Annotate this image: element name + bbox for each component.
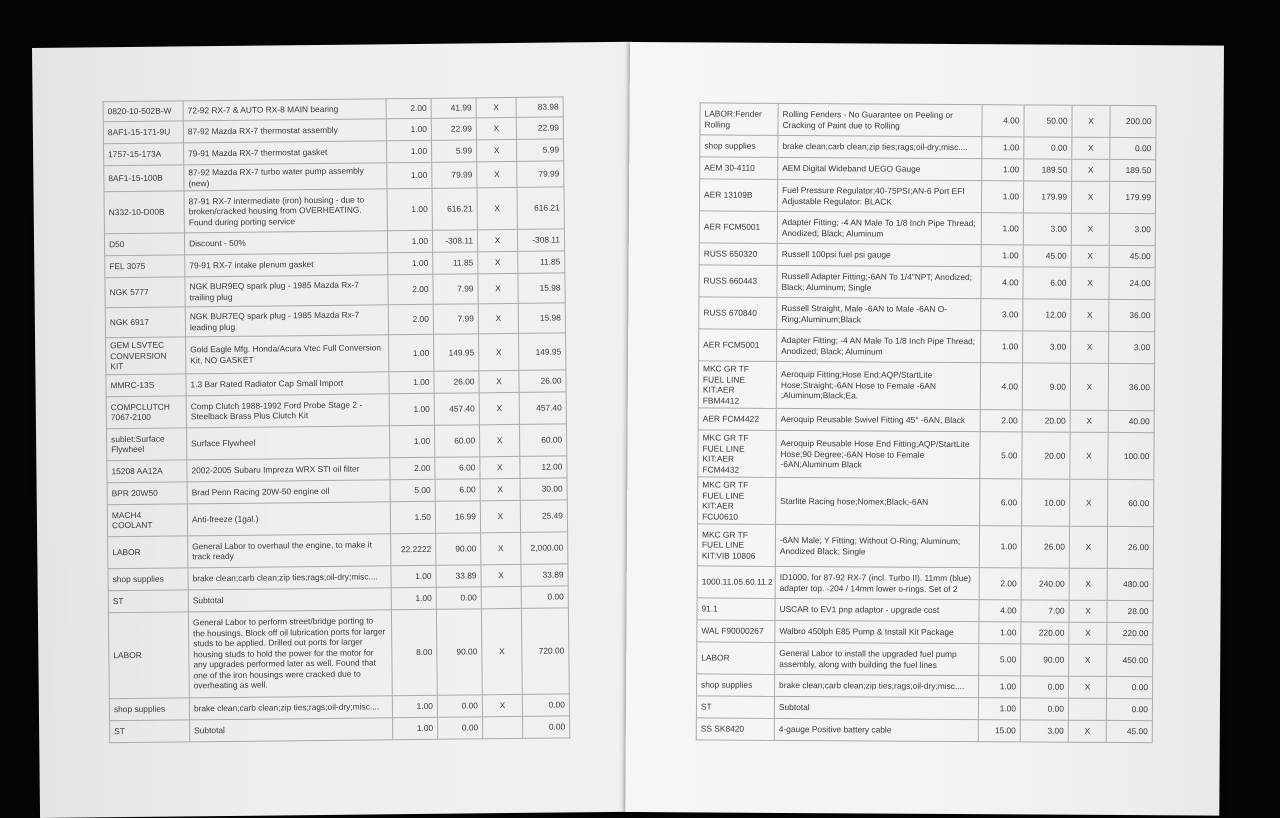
part-number-cell: ST [696, 696, 774, 718]
line-total-cell: 480.00 [1107, 568, 1153, 600]
description-cell: Adapter Fitting; -4 AN Male To 1/8 Inch Pipe Thread; Anodized; Black; Aluminum [777, 329, 981, 362]
unit-price-cell: 20.00 [1022, 432, 1070, 479]
part-number-cell: GEM LSVTEC CONVERSION KIT [106, 337, 186, 374]
quantity-cell: 1.00 [391, 587, 436, 609]
description-cell: brake clean;carb clean;zip ties;rags;oil-dry;misc.... [775, 674, 979, 697]
line-item-row [697, 674, 1153, 699]
line-total-cell: 36.00 [1109, 299, 1155, 331]
quantity-cell: 15.00 [978, 720, 1020, 742]
line-total-cell: 11.85 [518, 251, 565, 273]
line-item-row [106, 333, 566, 374]
line-total-cell: 36.00 [1108, 363, 1154, 410]
line-item-row [698, 477, 1154, 527]
taxable-mark-cell: X [479, 424, 519, 456]
invoice-page-right [625, 42, 1224, 816]
part-number-cell: SS SK8420 [696, 718, 774, 740]
line-total-cell: 15.98 [518, 273, 565, 303]
part-number-cell: 8AF1-15-171-9U [103, 121, 183, 144]
unit-price-cell: 45.00 [1023, 245, 1071, 267]
quantity-cell: 8.00 [391, 609, 437, 695]
line-item-row [697, 642, 1153, 677]
quantity-cell: 2.00 [979, 568, 1021, 600]
line-total-cell: 220.00 [1107, 622, 1153, 644]
taxable-mark-cell: X [1068, 720, 1106, 742]
taxable-mark-cell: X [476, 139, 516, 161]
part-number-cell: MACH4 COOLANT [107, 503, 187, 536]
unit-price-cell: 11.85 [433, 252, 478, 274]
line-total-cell: 450.00 [1107, 644, 1153, 676]
taxable-mark-cell: X [1071, 245, 1109, 267]
quantity-cell: 4.00 [982, 105, 1024, 137]
unit-price-cell: 3.00 [1023, 331, 1071, 363]
line-item-row [106, 423, 566, 460]
unit-price-cell: 6.00 [435, 478, 480, 500]
part-number-cell: D50 [104, 233, 184, 256]
taxable-mark-cell: X [1068, 676, 1106, 698]
taxable-mark-cell: X [1072, 159, 1110, 181]
unit-price-cell: 41.99 [431, 98, 476, 118]
part-number-cell: sublet:Surface Flywheel [106, 427, 186, 460]
unit-price-cell: 7.99 [433, 274, 478, 304]
quantity-cell: 2.00 [980, 410, 1022, 432]
description-cell: 2002-2005 Subaru Impreza WRX STI oil filter [187, 457, 390, 481]
description-cell: General Labor to install the upgraded fuel pump assembly, along with building the fuel lines [775, 642, 979, 675]
part-number-cell: RUSS 650320 [699, 243, 777, 265]
taxable-mark-cell: X [1069, 600, 1107, 622]
line-item-row [698, 408, 1154, 433]
taxable-mark-cell [481, 586, 521, 608]
description-cell: brake clean;carb clean;zip ties;rags;oil-dry;misc.... [188, 565, 391, 589]
line-total-cell: 200.00 [1110, 105, 1156, 137]
part-number-cell: 91.1 [697, 598, 775, 620]
quantity-cell: 1.00 [391, 565, 436, 587]
quantity-cell: 1.50 [390, 501, 435, 533]
taxable-mark-cell: X [479, 333, 519, 370]
description-cell: Russell 100psi fuel psi gauge [777, 243, 981, 266]
taxable-mark-cell: X [1069, 644, 1107, 676]
line-total-cell: 22.99 [516, 117, 563, 139]
line-item-row [106, 391, 566, 428]
quantity-cell: 1.00 [981, 213, 1023, 245]
unit-price-cell: 50.00 [1024, 105, 1072, 137]
line-total-cell: 0.00 [1106, 698, 1152, 720]
unit-price-cell: 16.99 [435, 500, 480, 532]
invoice-table-right [696, 102, 1157, 743]
quantity-cell: 6.00 [980, 479, 1022, 526]
quantity-cell: 4.00 [981, 267, 1023, 299]
unit-price-cell: 12.00 [1023, 299, 1071, 331]
line-item-row [699, 179, 1155, 214]
unit-price-cell: 149.95 [434, 334, 479, 371]
line-total-cell: 25.49 [520, 499, 567, 531]
description-cell: Discount - 50% [184, 231, 387, 255]
taxable-mark-cell: X [476, 117, 516, 139]
part-number-cell: LABOR [697, 642, 775, 674]
unit-price-cell: 26.00 [434, 370, 479, 392]
part-number-cell: AER FCM4422 [698, 408, 776, 430]
taxable-mark-cell: X [479, 392, 519, 424]
quantity-cell: 5.00 [980, 432, 1022, 479]
line-total-cell: 616.21 [517, 187, 564, 229]
quantity-cell: 2.00 [388, 274, 433, 304]
unit-price-cell: 0.00 [438, 716, 483, 738]
description-cell: Starlite Racing hose;Nomex;Black;-6AN [776, 477, 980, 525]
quantity-cell: 1.00 [387, 230, 432, 252]
taxable-mark-cell: X [480, 500, 520, 532]
line-total-cell: 30.00 [520, 477, 567, 499]
line-total-cell: 60.00 [519, 423, 566, 455]
unit-price-cell: 90.00 [436, 608, 482, 694]
part-number-cell: shop supplies [697, 674, 775, 696]
unit-price-cell: 6.00 [1023, 267, 1071, 299]
quantity-cell: 1.00 [389, 425, 434, 457]
unit-price-cell: 0.00 [1024, 137, 1072, 159]
part-number-cell: AEM 30-4110 [700, 157, 778, 179]
line-total-cell: 33.89 [521, 563, 568, 585]
taxable-mark-cell: X [1069, 568, 1107, 600]
quantity-cell: 1.00 [981, 181, 1023, 213]
unit-price-cell: 220.00 [1021, 622, 1069, 644]
quantity-cell: 1.00 [393, 717, 438, 739]
unit-price-cell: 0.00 [437, 694, 482, 716]
description-cell: 87-92 Mazda RX-7 thermostat assembly [183, 119, 386, 143]
line-total-cell: 40.00 [1108, 410, 1154, 432]
line-item-row [700, 157, 1156, 182]
part-number-cell: ST [110, 719, 190, 742]
line-item-row [699, 265, 1155, 300]
quantity-cell: 5.00 [979, 644, 1021, 676]
description-cell: Russell Adapter Fitting;-6AN To 1/4"NPT; Anodized; Black; Aluminum; Single [777, 265, 981, 298]
quantity-cell: 1.00 [392, 695, 437, 717]
line-item-row [697, 620, 1153, 645]
description-cell: 72-92 RX-7 & AUTO RX-8 MAIN bearing [183, 99, 386, 121]
line-item-row [108, 607, 569, 698]
unit-price-cell: 22.99 [431, 118, 476, 140]
description-cell: 87-92 Mazda RX-7 turbo water pump assembly (new) [184, 163, 387, 191]
part-number-cell: AER 13109B [699, 179, 777, 211]
part-number-cell: shop supplies [108, 567, 188, 590]
line-total-cell: 100.00 [1108, 432, 1154, 479]
line-item-row [698, 361, 1154, 411]
quantity-cell: 4.00 [980, 363, 1022, 410]
line-item-row [107, 499, 567, 536]
taxable-mark-cell: X [1070, 432, 1108, 479]
unit-price-cell: 6.00 [435, 456, 480, 478]
quantity-cell: 1.00 [388, 252, 433, 274]
line-item-row [105, 303, 565, 338]
taxable-mark-cell: X [1071, 299, 1109, 331]
unit-price-cell: -308.11 [432, 230, 477, 252]
unit-price-cell: 7.99 [433, 304, 478, 334]
description-cell: General Labor to perform street/bridge porting to the housings. Block off oil lubrication ports for larger studs to be applied. Drilled out ports for larger housing studs to hold the power for the motor for any upgrades performed later as well. Found that one of the iron housings were cracked due to overheating as well. [188, 609, 392, 697]
line-total-cell: 79.99 [517, 161, 564, 187]
part-number-cell: shop supplies [700, 135, 778, 157]
part-number-cell: MKC GR TF FUEL LINE KIT:AER FBM4412 [698, 361, 776, 408]
invoice-page-left [32, 42, 640, 818]
description-cell: NGK BUR7EQ spark plug - 1985 Mazda Rx-7 leading plug [185, 305, 388, 337]
quantity-cell: 1.00 [981, 245, 1023, 267]
unit-price-cell: 3.00 [1023, 213, 1071, 245]
part-number-cell: COMPCLUTCH 7067-2100 [106, 395, 186, 428]
quantity-cell: 1.00 [387, 188, 432, 230]
quantity-cell: 1.00 [978, 698, 1020, 720]
description-cell: Russell Straight, Male -6AN to Male -6AN O-Ring;Aluminum;Black [777, 297, 981, 330]
description-cell: 1.3 Bar Rated Radiator Cap Small Import [186, 371, 389, 395]
line-total-cell: 3.00 [1109, 213, 1155, 245]
quantity-cell: 22.2222 [391, 533, 436, 565]
part-number-cell: 1757-15-173A [104, 143, 184, 166]
line-item-row [104, 187, 564, 234]
description-cell: 4-gauge Positive battery cable [774, 718, 978, 741]
unit-price-cell: 7.00 [1021, 600, 1069, 622]
description-cell: Subtotal [190, 717, 393, 741]
line-total-cell: 457.40 [519, 391, 566, 423]
quantity-cell: 1.00 [386, 140, 431, 162]
description-cell: Anti-freeze (1gal.) [187, 501, 390, 535]
unit-price-cell: 26.00 [1021, 526, 1069, 568]
line-total-cell: 0.00 [521, 585, 568, 607]
description-cell: Walbro 450lph E85 Pump & Install Kit Package [775, 620, 979, 643]
unit-price-cell: 0.00 [1021, 676, 1069, 698]
unit-price-cell: 189.50 [1024, 159, 1072, 181]
taxable-mark-cell: X [477, 161, 517, 187]
taxable-mark-cell: X [482, 694, 522, 716]
unit-price-cell: 20.00 [1022, 410, 1070, 432]
part-number-cell: AER FCM5001 [699, 329, 777, 361]
line-total-cell: 12.00 [520, 455, 567, 477]
line-item-row [110, 715, 570, 742]
part-number-cell: BPR 20W50 [107, 481, 187, 504]
quantity-cell: 1.00 [979, 526, 1021, 568]
taxable-mark-cell: X [481, 532, 521, 564]
description-cell: 79-91 RX-7 intake plenum gasket [185, 253, 388, 277]
description-cell: Aeroquip Fitting;Hose End;AQP/StartLite Hose;Straight;-6AN Hose to Female -6AN ;Aluminum;Black;Ea. [776, 361, 980, 409]
description-cell: 87-91 RX-7 intermediate (iron) housing - due to broken/cracked housing from OVERHEATING. Found during porting service [184, 189, 387, 233]
line-total-cell: 26.00 [1107, 526, 1153, 568]
quantity-cell: 1.00 [979, 622, 1021, 644]
description-cell: Adapter Fitting; -4 AN Male To 1/8 Inch Pipe Thread; Anodized; Black; Aluminum [777, 211, 981, 244]
part-number-cell: NGK 5777 [105, 277, 185, 308]
unit-price-cell: 240.00 [1021, 568, 1069, 600]
quantity-cell: 2.00 [386, 98, 431, 118]
taxable-mark-cell: X [1069, 526, 1107, 568]
taxable-mark-cell: X [477, 187, 517, 229]
part-number-cell: 8AF1-15-100B [104, 165, 184, 192]
invoice-table-left [103, 96, 571, 742]
unit-price-cell: 457.40 [434, 392, 479, 424]
line-item-row [699, 297, 1155, 332]
description-cell: Aeroquip Reusable Hose End Fitting;AQP/StartLite Hose;90 Degree;-6AN Hose to Female -6AN;Aluminum Black [776, 430, 980, 478]
unit-price-cell: 0.00 [436, 586, 481, 608]
taxable-mark-cell: X [481, 564, 521, 586]
line-total-cell: 15.98 [518, 303, 565, 333]
taxable-mark-cell [483, 716, 523, 738]
part-number-cell: MKC GR TF FUEL LINE KIT:AER FCU0610 [698, 477, 776, 524]
taxable-mark-cell: X [1071, 267, 1109, 299]
description-cell: AEM Digital Wideband UEGO Gauge [778, 157, 982, 180]
taxable-mark-cell: X [476, 97, 516, 117]
quantity-cell: 1.00 [981, 331, 1023, 363]
description-cell: Rolling Fenders - No Guarantee on Peeling or Cracking of Paint due to Rolling [778, 103, 982, 136]
line-total-cell: 0.00 [522, 693, 569, 715]
quantity-cell: 1.00 [389, 371, 434, 393]
taxable-mark-cell: X [481, 608, 522, 694]
taxable-mark-cell: X [1070, 479, 1108, 526]
part-number-cell: WAL F90000267 [697, 620, 775, 642]
description-cell: Comp Clutch 1988-1992 Ford Probe Stage 2 - Steelback Brass Plus Clutch Kit [186, 393, 389, 427]
line-total-cell: 24.00 [1109, 267, 1155, 299]
taxable-mark-cell: X [480, 456, 520, 478]
quantity-cell: 1.00 [979, 676, 1021, 698]
taxable-mark-cell: X [478, 303, 518, 333]
unit-price-cell: 90.00 [1021, 644, 1069, 676]
description-cell: USCAR to EV1 pnp adaptor - upgrade cost [775, 598, 979, 621]
unit-price-cell: 3.00 [1020, 720, 1068, 742]
unit-price-cell: 9.00 [1022, 363, 1070, 410]
part-number-cell: LABOR:Fender Rolling [700, 103, 778, 135]
line-item-row [698, 430, 1154, 480]
taxable-mark-cell: X [1072, 137, 1110, 159]
part-number-cell: MKC GR TF FUEL LINE KIT:AER FCM4432 [698, 430, 776, 477]
line-total-cell: 0.00 [1110, 137, 1156, 159]
part-number-cell: MMRC-13S [106, 373, 186, 396]
line-total-cell: 179.99 [1109, 181, 1155, 213]
taxable-mark-cell: X [479, 370, 519, 392]
quantity-cell: 2.00 [390, 457, 435, 479]
part-number-cell: AER FCM5001 [699, 211, 777, 243]
description-cell: Gold Eagle Mfg. Honda/Acura Vtec Full Conversion Kit, NO GASKET [186, 335, 389, 374]
unit-price-cell: 179.99 [1023, 181, 1071, 213]
taxable-mark-cell: X [1070, 363, 1108, 410]
line-total-cell: 3.00 [1109, 331, 1155, 363]
taxable-mark-cell: X [1069, 622, 1107, 644]
line-total-cell: 83.98 [516, 97, 563, 117]
unit-price-cell: 79.99 [432, 162, 477, 188]
taxable-mark-cell: X [1071, 213, 1109, 245]
part-number-cell: RUSS 670840 [699, 297, 777, 329]
taxable-mark-cell [1068, 698, 1106, 720]
quantity-cell: 4.00 [979, 600, 1021, 622]
quantity-cell: 1.00 [387, 162, 432, 188]
taxable-mark-cell: X [478, 273, 518, 303]
unit-price-cell: 90.00 [436, 532, 481, 564]
part-number-cell: RUSS 660443 [699, 265, 777, 297]
description-cell: brake clean;carb clean;zip ties;rags;oil-dry;misc.... [189, 695, 392, 719]
description-cell: NGK BUR9EQ spark plug - 1985 Mazda Rx-7 trailing plug [185, 275, 388, 307]
line-total-cell: 149.95 [519, 333, 566, 370]
taxable-mark-cell: X [477, 229, 517, 251]
part-number-cell: shop supplies [109, 697, 189, 720]
description-cell: ID1000, for 87-92 RX-7 (incl. Turbo II). 11mm (blue) adapter top. -204 / 14mm lower o-rings. Set of 2 [775, 566, 979, 599]
part-number-cell: N332-10-D00B [104, 191, 184, 234]
quantity-cell: 2.00 [388, 304, 433, 334]
description-cell: Subtotal [188, 587, 391, 611]
line-total-cell: 45.00 [1109, 245, 1155, 267]
part-number-cell: MKC GR TF FUEL LINE KIT:VIB 10806 [697, 524, 775, 566]
unit-price-cell: 616.21 [432, 188, 477, 230]
description-cell: 79-91 Mazda RX-7 thermostat gasket [184, 141, 387, 165]
line-item-row [699, 243, 1155, 268]
description-cell: General Labor to overhaul the engine, to make it track ready [188, 533, 391, 567]
line-total-cell: 0.00 [1106, 676, 1152, 698]
line-item-row [700, 135, 1156, 160]
line-total-cell: 2,000.00 [521, 531, 568, 563]
line-item-row [696, 718, 1152, 743]
line-item-row [697, 566, 1153, 601]
line-item-row [108, 531, 568, 568]
quantity-cell: 1.00 [982, 137, 1024, 159]
line-item-row [697, 598, 1153, 623]
line-total-cell: 5.99 [516, 139, 563, 161]
line-total-cell: 189.50 [1110, 159, 1156, 181]
quantity-cell: 1.00 [386, 118, 431, 140]
line-total-cell: 28.00 [1107, 600, 1153, 622]
description-cell: -6AN Male; Y Fitting; Without O-Ring; Aluminum; Anodized Black; Single [775, 524, 979, 567]
part-number-cell: 15208 AA12A [107, 459, 187, 482]
part-number-cell: LABOR [108, 535, 188, 568]
taxable-mark-cell: X [478, 251, 518, 273]
quantity-cell: 5.00 [390, 479, 435, 501]
taxable-mark-cell: X [480, 478, 520, 500]
description-cell: Aeroquip Reusable Swivel Fitting 45° -6AN, Black [776, 408, 980, 431]
unit-price-cell: 5.99 [431, 140, 476, 162]
description-cell: Brad Penn Racing 20W-50 engine oil [187, 479, 390, 503]
taxable-mark-cell: X [1070, 410, 1108, 432]
line-item-row [699, 211, 1155, 246]
part-number-cell: 0820-10-502B-W [103, 101, 183, 122]
description-cell: Subtotal [774, 696, 978, 719]
quantity-cell: 1.00 [982, 159, 1024, 181]
quantity-cell: 1.00 [389, 334, 434, 371]
line-total-cell: 720.00 [521, 607, 569, 693]
line-total-cell: 60.00 [1108, 479, 1154, 526]
description-cell: Surface Flywheel [186, 425, 389, 459]
unit-price-cell: 60.00 [434, 424, 479, 456]
quantity-cell: 1.00 [389, 393, 434, 425]
line-item-row [697, 524, 1153, 569]
part-number-cell: 1000.11.05.60.11.2 [697, 566, 775, 598]
quantity-cell: 3.00 [981, 299, 1023, 331]
part-number-cell: LABOR [108, 611, 189, 698]
taxable-mark-cell: X [1071, 331, 1109, 363]
part-number-cell: FEL 3075 [105, 255, 185, 278]
line-item-row [700, 103, 1156, 138]
line-item-row [699, 329, 1155, 364]
line-total-cell: 0.00 [523, 715, 570, 737]
description-cell: Fuel Pressure Regulator;40-75PSI;AN-6 Port EFI Adjustable Regulator: BLACK [777, 179, 981, 212]
unit-price-cell: 0.00 [1020, 698, 1068, 720]
part-number-cell: NGK 6917 [105, 307, 185, 338]
description-cell: brake clean;carb clean;zip ties;rags;oil-dry;misc.... [778, 135, 982, 158]
line-total-cell: -308.11 [517, 229, 564, 251]
taxable-mark-cell: X [1071, 181, 1109, 213]
line-item-row [696, 696, 1152, 721]
part-number-cell: ST [108, 589, 188, 612]
line-item-row [105, 273, 565, 308]
line-total-cell: 26.00 [519, 369, 566, 391]
unit-price-cell: 33.89 [436, 564, 481, 586]
unit-price-cell: 10.00 [1022, 479, 1070, 526]
taxable-mark-cell: X [1072, 105, 1110, 137]
line-total-cell: 45.00 [1106, 720, 1152, 742]
